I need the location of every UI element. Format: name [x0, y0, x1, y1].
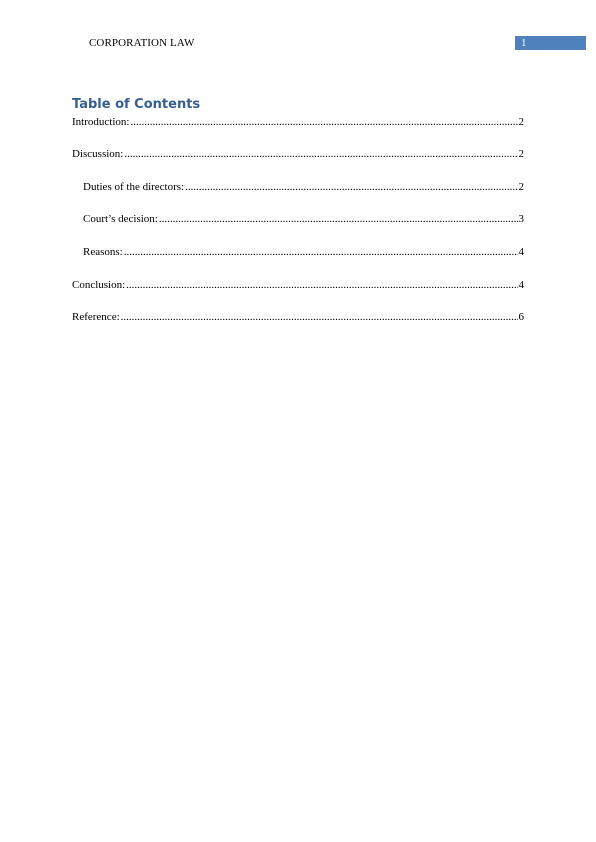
- toc-entry-introduction[interactable]: [72, 115, 524, 129]
- toc-dot-leader: [185, 180, 517, 194]
- toc-entry-label: Introduction:: [72, 116, 130, 128]
- toc-entry-duties-of-directors[interactable]: [83, 180, 524, 194]
- toc-entry-page: 4: [518, 279, 524, 291]
- toc-entry-reference[interactable]: [72, 310, 524, 324]
- toc-entry-label: Reasons:: [83, 246, 123, 258]
- toc-entry-discussion[interactable]: [72, 147, 524, 161]
- toc-heading: Table of Contents: [72, 97, 201, 112]
- running-header-title: CORPORATION LAW: [89, 37, 195, 49]
- page-number-badge: [515, 36, 586, 50]
- toc-entry-label: Discussion:: [72, 148, 124, 160]
- toc-entry-page: 2: [518, 148, 524, 160]
- toc-entry-reasons[interactable]: [83, 245, 524, 259]
- toc-dot-leader: [130, 115, 517, 129]
- toc-entry-label: Duties of the directors:: [83, 181, 185, 193]
- toc-dot-leader: [159, 212, 518, 226]
- toc-entry-page: 4: [518, 246, 524, 258]
- toc-dot-leader: [121, 310, 518, 324]
- toc-entry-courts-decision[interactable]: [83, 212, 524, 226]
- toc-entry-page: 2: [518, 116, 524, 128]
- toc-entry-label: Conclusion:: [72, 279, 126, 291]
- toc-entry-conclusion[interactable]: [72, 278, 524, 292]
- toc-dot-leader: [126, 278, 517, 292]
- toc-dot-leader: [124, 147, 517, 161]
- toc-entry-label: Court’s decision:: [83, 213, 158, 225]
- toc-entry-page: 2: [518, 181, 524, 193]
- toc-dot-leader: [124, 245, 518, 259]
- page-number: 1: [521, 37, 527, 49]
- toc-entry-label: Reference:: [72, 311, 120, 323]
- toc-entry-page: 3: [518, 213, 524, 225]
- toc-entry-page: 6: [518, 311, 524, 323]
